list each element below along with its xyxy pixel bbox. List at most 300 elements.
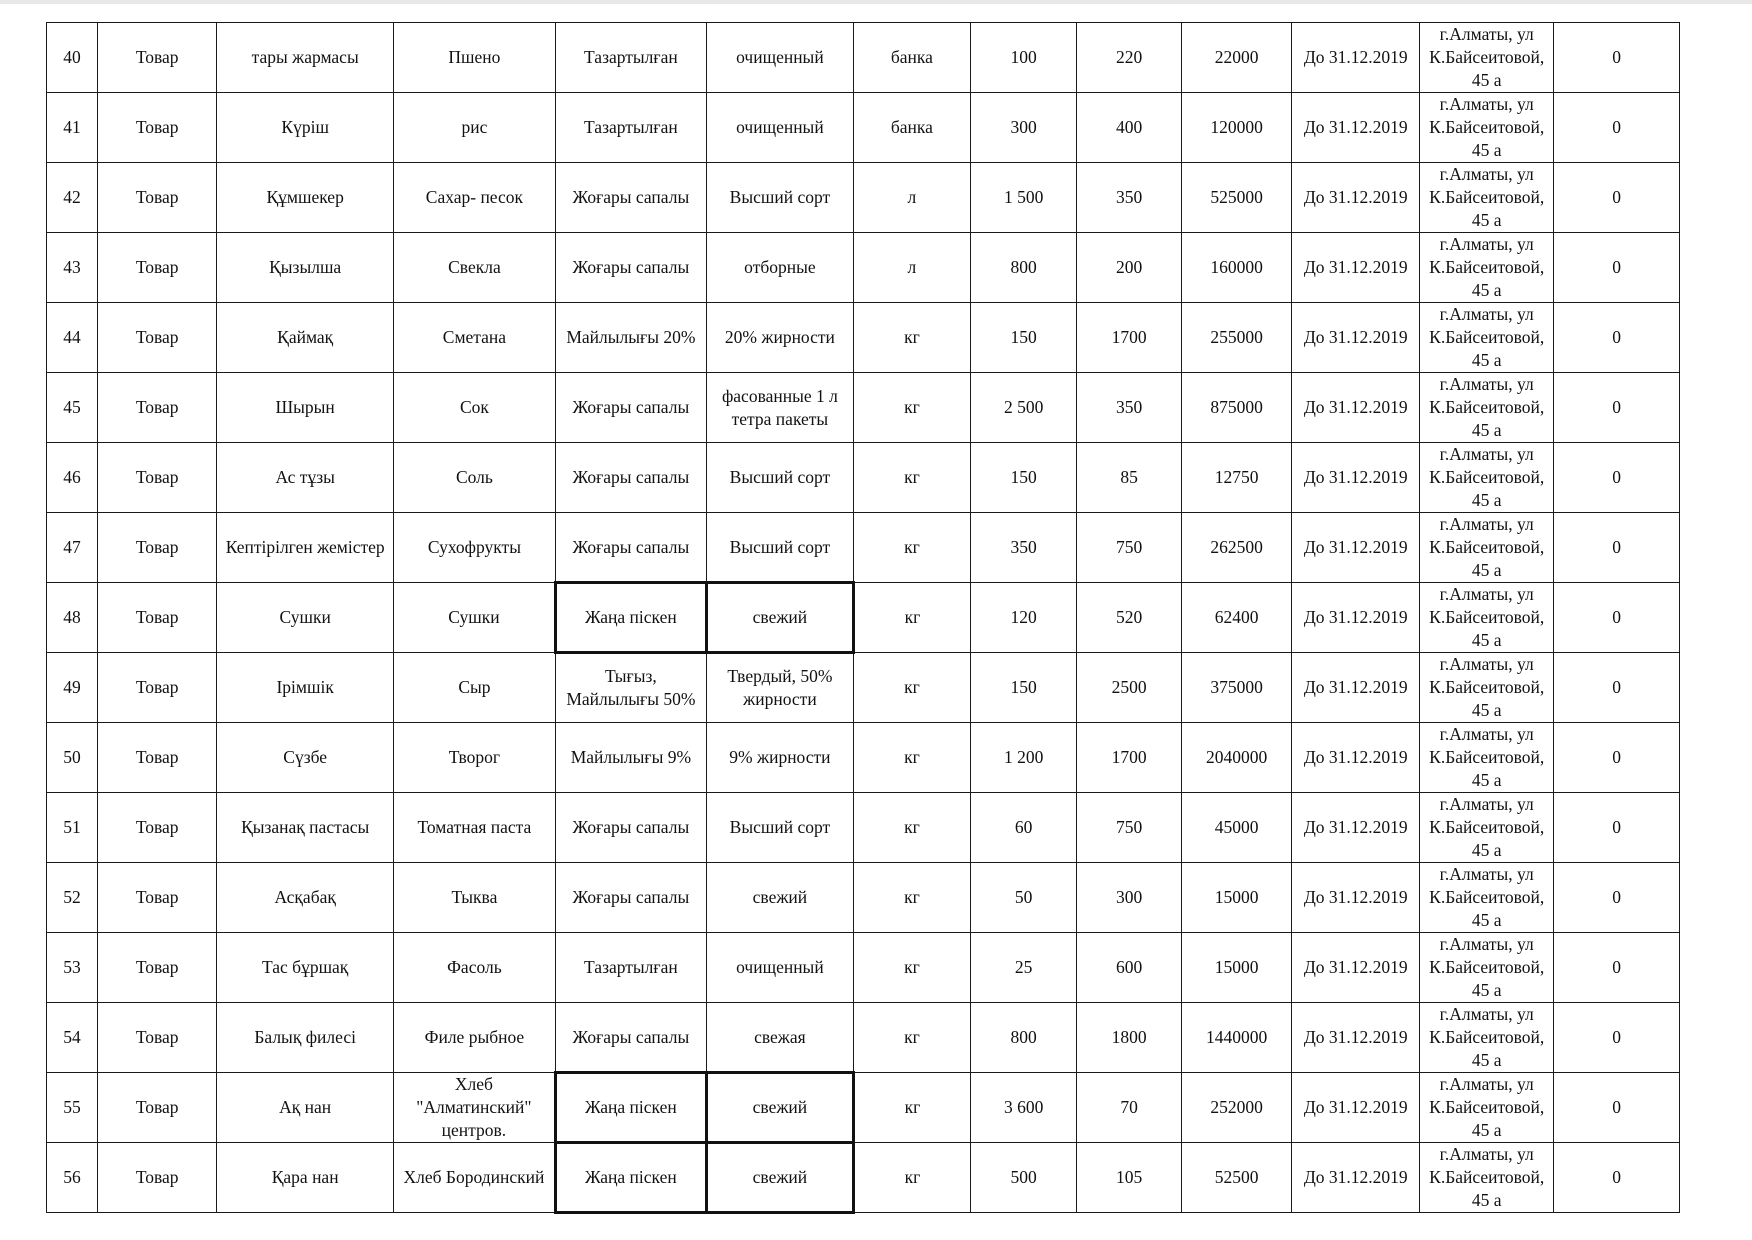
spec-kz-cell (555, 233, 706, 303)
unit-cell (853, 1143, 970, 1213)
delivery-term-text: До 31.12.2019 (1303, 117, 1408, 137)
spec-ru-cell (706, 723, 853, 793)
delivery-term-text: До 31.12.2019 (1303, 607, 1408, 627)
price-text: 1800 (1111, 1027, 1147, 1047)
delivery-address-cell (1420, 233, 1554, 303)
price-text: 400 (1115, 117, 1143, 137)
spec-kz-cell (555, 653, 706, 723)
address-line: г.Алматы, ул (1439, 514, 1534, 534)
sum-text: 12750 (1214, 467, 1259, 487)
address-line: 45 а (1471, 1120, 1502, 1140)
advance-cell (1554, 233, 1680, 303)
address-line: К.Байсеитовой, (1429, 747, 1545, 767)
row-number-cell (47, 1143, 98, 1213)
unit-cell (853, 443, 970, 513)
delivery-address-cell (1420, 653, 1554, 723)
advance-cell (1554, 1143, 1680, 1213)
address-line: г.Алматы, ул (1439, 444, 1534, 464)
delivery-address-cell (1420, 373, 1554, 443)
price-cell (1077, 513, 1181, 583)
delivery-address-cell (1420, 793, 1554, 863)
name-ru-cell (394, 583, 556, 653)
name-kz-text: Қаймақ (277, 327, 334, 347)
address-line: К.Байсеитовой, (1429, 677, 1545, 697)
row-number-text: 50 (63, 747, 81, 767)
sum-cell (1181, 653, 1292, 723)
quantity-text: 50 (1014, 887, 1033, 907)
address-line: г.Алматы, ул (1439, 584, 1534, 604)
unit-text: банка (890, 117, 933, 137)
price-cell (1077, 723, 1181, 793)
spec-ru-text: отборные (744, 257, 816, 277)
procurement-table (46, 22, 1680, 1214)
spec-ru-text: фасованные 1 л тетра пакеты (721, 385, 838, 429)
name-kz-cell (217, 303, 394, 373)
spec-ru-cell (706, 793, 853, 863)
price-text: 750 (1115, 537, 1143, 557)
name-kz-cell (217, 1143, 394, 1213)
name-ru-text: Пшено (448, 47, 501, 67)
price-cell (1077, 93, 1181, 163)
quantity-text: 100 (1010, 47, 1037, 67)
spec-ru-cell (706, 233, 853, 303)
type-cell (98, 23, 217, 93)
unit-text: кг (904, 1167, 921, 1187)
address-line: К.Байсеитовой, (1429, 537, 1545, 557)
name-ru-cell (394, 1003, 556, 1073)
delivery-term-text: До 31.12.2019 (1303, 747, 1408, 767)
price-cell (1077, 933, 1181, 1003)
quantity-cell (970, 1073, 1076, 1143)
type-text: Товар (135, 257, 179, 277)
address-line: г.Алматы, ул (1439, 654, 1534, 674)
name-ru-text: Тыква (451, 887, 498, 907)
quantity-text: 150 (1010, 327, 1037, 347)
name-ru-text: Сухофрукты (427, 537, 521, 557)
spec-kz-text: Жоғары сапалы (572, 887, 690, 907)
name-kz-text: Сүзбе (283, 747, 328, 767)
quantity-cell (970, 1003, 1076, 1073)
advance-cell (1554, 513, 1680, 583)
address-line: К.Байсеитовой, (1429, 1027, 1545, 1047)
unit-text: кг (904, 887, 920, 907)
spec-kz-cell (555, 93, 706, 163)
address-line: г.Алматы, ул (1439, 24, 1534, 44)
advance-text: 0 (1612, 257, 1622, 277)
type-cell (98, 373, 217, 443)
unit-cell (853, 303, 970, 373)
name-kz-cell (217, 513, 394, 583)
type-cell (98, 793, 217, 863)
row-number-text: 55 (63, 1097, 81, 1117)
name-ru-text: Сушки (448, 607, 500, 627)
sum-text: 52500 (1214, 1167, 1259, 1187)
address-line: К.Байсеитовой, (1429, 1097, 1545, 1117)
table-row (47, 443, 1680, 513)
name-kz-text: Сушки (279, 607, 331, 627)
spec-ru-cell (706, 583, 853, 653)
price-text: 350 (1115, 397, 1143, 417)
name-ru-text: Томатная паста (417, 817, 532, 837)
spec-kz-text: Тазартылған (584, 957, 678, 977)
spec-kz-text: Тығыз, Майлылығы 50% (566, 666, 696, 709)
name-ru-cell (394, 23, 556, 93)
row-number-text: 43 (63, 257, 81, 277)
price-text: 2500 (1111, 677, 1147, 697)
type-text: Товар (135, 327, 179, 347)
sum-text: 45000 (1214, 817, 1259, 837)
type-text: Товар (135, 47, 179, 67)
row-number-text: 49 (63, 677, 81, 697)
spec-kz-text: Жаңа піскен (585, 607, 677, 627)
sum-cell (1181, 23, 1292, 93)
name-kz-cell (217, 373, 394, 443)
type-text: Товар (135, 467, 179, 487)
sum-text: 62400 (1214, 607, 1259, 627)
delivery-address-cell (1420, 163, 1554, 233)
name-ru-text: Свекла (448, 257, 501, 277)
row-number-cell (47, 443, 98, 513)
name-kz-cell (217, 23, 394, 93)
spec-ru-text: Высший сорт (729, 536, 831, 557)
advance-cell (1554, 863, 1680, 933)
spec-kz-cell (555, 23, 706, 93)
type-cell (98, 583, 217, 653)
spec-kz-cell (555, 863, 706, 933)
quantity-cell (970, 583, 1076, 653)
spec-ru-text: Высший сорт (729, 467, 831, 487)
quantity-cell (970, 303, 1076, 373)
table-body (47, 23, 1680, 1213)
table-row (47, 163, 1680, 233)
delivery-term-cell (1292, 1073, 1420, 1143)
quantity-cell (970, 933, 1076, 1003)
spec-ru-cell (706, 1143, 853, 1213)
sum-cell (1181, 1073, 1292, 1143)
unit-text: л (907, 187, 917, 207)
name-ru-cell (394, 443, 556, 513)
unit-text: кг (904, 677, 920, 697)
spec-kz-text: Майлылығы 9% (570, 747, 692, 767)
name-ru-cell (394, 1143, 556, 1213)
spec-kz-text: Тазартылған (584, 47, 678, 67)
quantity-text: 150 (1010, 467, 1037, 487)
row-number-cell (47, 653, 98, 723)
advance-cell (1554, 303, 1680, 373)
price-text: 300 (1115, 887, 1143, 907)
unit-cell (853, 23, 970, 93)
sum-cell (1181, 163, 1292, 233)
type-cell (98, 933, 217, 1003)
quantity-cell (970, 863, 1076, 933)
row-number-cell (47, 163, 98, 233)
quantity-text: 800 (1010, 1027, 1037, 1047)
sum-text: 525000 (1210, 187, 1263, 207)
sum-cell (1181, 303, 1292, 373)
spec-ru-cell (706, 653, 853, 723)
unit-cell (853, 373, 970, 443)
spec-ru-cell (706, 863, 853, 933)
advance-cell (1554, 1003, 1680, 1073)
table-row (47, 653, 1680, 723)
row-number-text: 51 (63, 817, 81, 837)
price-text: 105 (1115, 1167, 1143, 1187)
price-cell (1077, 583, 1181, 653)
advance-text: 0 (1612, 1097, 1622, 1117)
name-kz-text: Ірімшік (276, 677, 334, 697)
address-line: 45 а (1471, 1050, 1502, 1070)
name-ru-text: Сметана (442, 327, 507, 347)
spec-kz-text: Жаңа піскен (585, 1167, 677, 1187)
type-text: Товар (135, 957, 179, 977)
unit-text: кг (904, 607, 921, 627)
row-number-cell (47, 303, 98, 373)
type-text: Товар (135, 187, 179, 207)
sum-text: 15000 (1214, 887, 1259, 907)
spec-kz-text: Жоғары сапалы (572, 1026, 690, 1047)
address-line: К.Байсеитовой, (1429, 607, 1545, 627)
row-number-text: 52 (63, 887, 81, 907)
name-kz-text: Құмшекер (266, 187, 344, 207)
quantity-text: 120 (1010, 607, 1037, 627)
type-text: Товар (135, 537, 179, 557)
address-line: 45 а (1471, 910, 1502, 930)
name-kz-cell (217, 723, 394, 793)
type-cell (98, 513, 217, 583)
row-number-cell (47, 933, 98, 1003)
address-line: К.Байсеитовой, (1429, 1167, 1545, 1187)
unit-text: л (907, 257, 917, 277)
delivery-address-cell (1420, 1073, 1554, 1143)
advance-cell (1554, 653, 1680, 723)
advance-text: 0 (1612, 677, 1622, 697)
spec-kz-text: Жоғары сапалы (572, 467, 690, 487)
unit-text: банка (890, 47, 933, 67)
row-number-text: 45 (63, 397, 81, 417)
price-cell (1077, 793, 1181, 863)
quantity-text: 1 500 (1003, 187, 1044, 207)
address-line: К.Байсеитовой, (1429, 257, 1545, 277)
spec-kz-text: Майлылығы 20% (566, 327, 696, 347)
delivery-term-text: До 31.12.2019 (1303, 187, 1408, 207)
address-line: 45 а (1471, 1190, 1502, 1210)
spec-ru-cell (706, 443, 853, 513)
sum-text: 2040000 (1205, 747, 1268, 767)
type-cell (98, 303, 217, 373)
advance-text: 0 (1612, 117, 1622, 137)
delivery-term-cell (1292, 793, 1420, 863)
price-text: 85 (1120, 467, 1138, 487)
spec-ru-text: свежий (752, 1167, 808, 1187)
spec-ru-cell (706, 1073, 853, 1143)
price-cell (1077, 163, 1181, 233)
name-ru-cell (394, 653, 556, 723)
table-row (47, 93, 1680, 163)
sum-cell (1181, 443, 1292, 513)
delivery-term-text: До 31.12.2019 (1303, 537, 1408, 557)
address-line: 45 а (1471, 140, 1502, 160)
name-kz-cell (217, 443, 394, 513)
row-number-text: 41 (63, 117, 81, 137)
unit-cell (853, 583, 970, 653)
row-number-cell (47, 93, 98, 163)
spec-ru-cell (706, 23, 853, 93)
delivery-term-cell (1292, 513, 1420, 583)
spec-kz-cell (555, 303, 706, 373)
delivery-term-cell (1292, 373, 1420, 443)
table-row (47, 1073, 1680, 1143)
row-number-cell (47, 1003, 98, 1073)
name-kz-text: Кептірілген жемістер (225, 537, 385, 557)
price-cell (1077, 233, 1181, 303)
spec-kz-cell (555, 1073, 706, 1143)
price-cell (1077, 443, 1181, 513)
name-kz-cell (217, 1073, 394, 1143)
address-line: К.Байсеитовой, (1429, 887, 1545, 907)
spec-ru-cell (706, 373, 853, 443)
table-row (47, 723, 1680, 793)
sum-text: 15000 (1214, 957, 1259, 977)
delivery-address-cell (1420, 1003, 1554, 1073)
address-line: К.Байсеитовой, (1429, 187, 1545, 207)
name-kz-text: Ас тұзы (275, 467, 335, 487)
delivery-term-cell (1292, 23, 1420, 93)
type-text: Товар (135, 607, 179, 627)
address-line: г.Алматы, ул (1439, 374, 1534, 394)
type-cell (98, 1143, 217, 1213)
table-row (47, 1143, 1680, 1213)
table-row (47, 23, 1680, 93)
table-row (47, 373, 1680, 443)
sum-text: 375000 (1210, 677, 1263, 697)
table-row (47, 863, 1680, 933)
delivery-address-cell (1420, 723, 1554, 793)
advance-text: 0 (1612, 467, 1622, 487)
advance-text: 0 (1612, 397, 1622, 417)
delivery-term-text: До 31.12.2019 (1303, 1167, 1408, 1187)
type-text: Товар (135, 1167, 179, 1187)
row-number-text: 54 (63, 1027, 81, 1047)
price-text: 1700 (1111, 747, 1147, 767)
price-cell (1077, 373, 1181, 443)
name-ru-text: Соль (455, 467, 493, 487)
spec-kz-cell (555, 583, 706, 653)
quantity-text: 3 600 (1003, 1097, 1044, 1117)
row-number-cell (47, 513, 98, 583)
quantity-text: 25 (1014, 957, 1033, 977)
name-kz-cell (217, 653, 394, 723)
delivery-term-text: До 31.12.2019 (1303, 257, 1408, 277)
address-line: 45 а (1471, 70, 1502, 90)
address-line: г.Алматы, ул (1439, 724, 1534, 744)
row-number-cell (47, 583, 98, 653)
unit-text: кг (904, 1027, 920, 1047)
name-ru-cell (394, 93, 556, 163)
row-number-text: 48 (63, 607, 81, 627)
address-line: г.Алматы, ул (1439, 1144, 1534, 1164)
advance-text: 0 (1612, 1167, 1622, 1187)
sum-cell (1181, 793, 1292, 863)
spec-kz-text: Жаңа піскен (585, 1097, 677, 1117)
name-kz-text: Асқабақ (274, 887, 336, 907)
unit-cell (853, 933, 970, 1003)
address-line: 45 а (1471, 770, 1502, 790)
spec-kz-cell (555, 1003, 706, 1073)
name-ru-text: Творог (448, 747, 501, 767)
address-line: г.Алматы, ул (1439, 164, 1534, 184)
advance-cell (1554, 373, 1680, 443)
table-row (47, 583, 1680, 653)
sum-cell (1181, 93, 1292, 163)
quantity-text: 800 (1010, 257, 1037, 277)
quantity-cell (970, 793, 1076, 863)
spec-ru-text: очищенный (736, 47, 824, 67)
address-line: 45 а (1471, 210, 1502, 230)
type-text: Товар (135, 397, 179, 417)
spec-ru-cell (706, 163, 853, 233)
delivery-term-text: До 31.12.2019 (1303, 887, 1408, 907)
name-kz-text: Қызылша (269, 257, 342, 277)
price-text: 1700 (1111, 327, 1147, 347)
advance-text: 0 (1612, 817, 1622, 837)
name-ru-text: Сок (459, 397, 489, 417)
quantity-text: 300 (1010, 117, 1037, 137)
address-line: 45 а (1471, 420, 1502, 440)
unit-cell (853, 723, 970, 793)
price-cell (1077, 863, 1181, 933)
row-number-cell (47, 373, 98, 443)
address-line: г.Алматы, ул (1439, 864, 1534, 884)
name-kz-text: Ақ нан (279, 1097, 332, 1117)
spec-kz-text: Жоғары сапалы (572, 536, 690, 557)
type-cell (98, 233, 217, 303)
unit-text: кг (904, 467, 920, 487)
address-line: К.Байсеитовой, (1429, 327, 1545, 347)
name-ru-cell (394, 513, 556, 583)
delivery-term-cell (1292, 1003, 1420, 1073)
sum-text: 1440000 (1205, 1027, 1268, 1047)
delivery-address-cell (1420, 23, 1554, 93)
delivery-term-text: До 31.12.2019 (1303, 1097, 1408, 1117)
price-text: 600 (1115, 957, 1143, 977)
table-row (47, 233, 1680, 303)
spec-kz-cell (555, 723, 706, 793)
name-kz-cell (217, 233, 394, 303)
quantity-text: 150 (1010, 677, 1037, 697)
delivery-term-text: До 31.12.2019 (1303, 817, 1408, 837)
advance-cell (1554, 93, 1680, 163)
name-kz-text: Күріш (281, 117, 329, 137)
quantity-cell (970, 233, 1076, 303)
price-text: 750 (1115, 817, 1143, 837)
spec-kz-text: Жоғары сапалы (572, 817, 690, 837)
row-number-cell (47, 793, 98, 863)
name-ru-cell (394, 793, 556, 863)
spec-ru-cell (706, 93, 853, 163)
name-kz-text: Қызанақ пастасы (241, 817, 370, 837)
name-kz-cell (217, 863, 394, 933)
quantity-cell (970, 1143, 1076, 1213)
address-line: 45 а (1471, 630, 1502, 650)
delivery-term-cell (1292, 933, 1420, 1003)
name-kz-text: тары жармасы (251, 47, 359, 67)
advance-cell (1554, 583, 1680, 653)
name-ru-text: Хлеб Бородинский (403, 1167, 545, 1187)
delivery-term-text: До 31.12.2019 (1303, 47, 1408, 67)
unit-text: кг (904, 1097, 921, 1117)
advance-cell (1554, 793, 1680, 863)
name-kz-text: Тас бұршақ (262, 957, 349, 977)
